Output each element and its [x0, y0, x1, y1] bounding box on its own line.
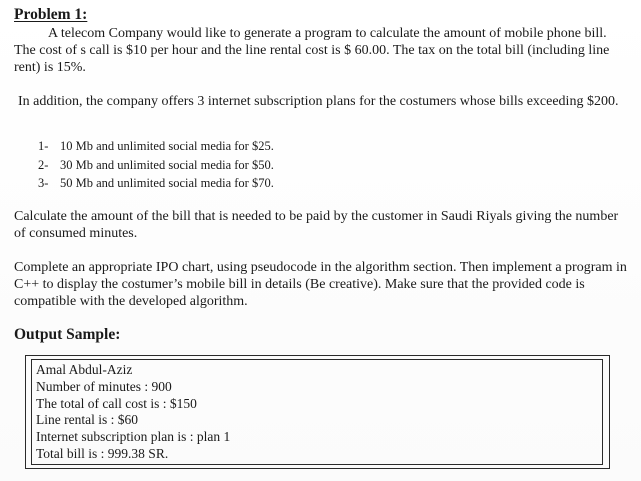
plans-list	[38, 137, 274, 193]
output-sample-inner-frame	[31, 359, 603, 465]
output-line-minutes: Number of minutes : 900	[36, 378, 172, 394]
output-line-internet-plan: Internet subscription plan is : plan 1	[36, 429, 231, 445]
output-line-call-cost: The total of call cost is : $150	[36, 395, 197, 411]
plan-number: 3-	[38, 176, 49, 190]
problem-paragraph-4: Complete an appropriate IPO chart, using pseudocode in the algorithm section. Then implement a program in C++ to display the costumer’s mobile bill in details (Be creative). Make sure that the provided code is compatible with the developed algorithm.	[14, 260, 627, 309]
plan-item	[38, 156, 274, 175]
output-line-customer-name: Amal Abdul-Aziz	[36, 362, 133, 377]
problem-paragraph-1: A telecom Company would like to generate a program to calculate the amount of mobile phone bill. The cost of s call is $10 per hour and the line rental cost is $ 60.00. The tax on the total bill (including line rent) is 15%.	[14, 26, 610, 75]
problem-title: Problem 1:	[14, 6, 88, 23]
plan-text: 50 Mb and unlimited social media for $70.	[60, 176, 274, 190]
output-sample-box	[25, 355, 610, 469]
output-sample-heading: Output Sample:	[14, 326, 121, 343]
problem-paragraph-3: Calculate the amount of the bill that is needed to be paid by the customer in Saudi Riyals giving the number of consumed minutes.	[14, 209, 619, 241]
plan-number: 1-	[38, 139, 49, 153]
plan-item	[38, 174, 274, 193]
output-line-line-rental: Line rental is : $60	[36, 412, 138, 428]
plan-text: 10 Mb and unlimited social media for $25.	[60, 139, 274, 153]
plan-number: 2-	[38, 157, 49, 172]
plan-item	[38, 137, 274, 156]
plan-text: 30 Mb and unlimited social media for $50.	[60, 157, 274, 172]
problem-paragraph-2: In addition, the company offers 3 internet subscription plans for the costumers whose bills exceeding $200.	[18, 94, 619, 109]
output-line-total-bill: Total bill is : 999.38 SR.	[36, 445, 169, 461]
